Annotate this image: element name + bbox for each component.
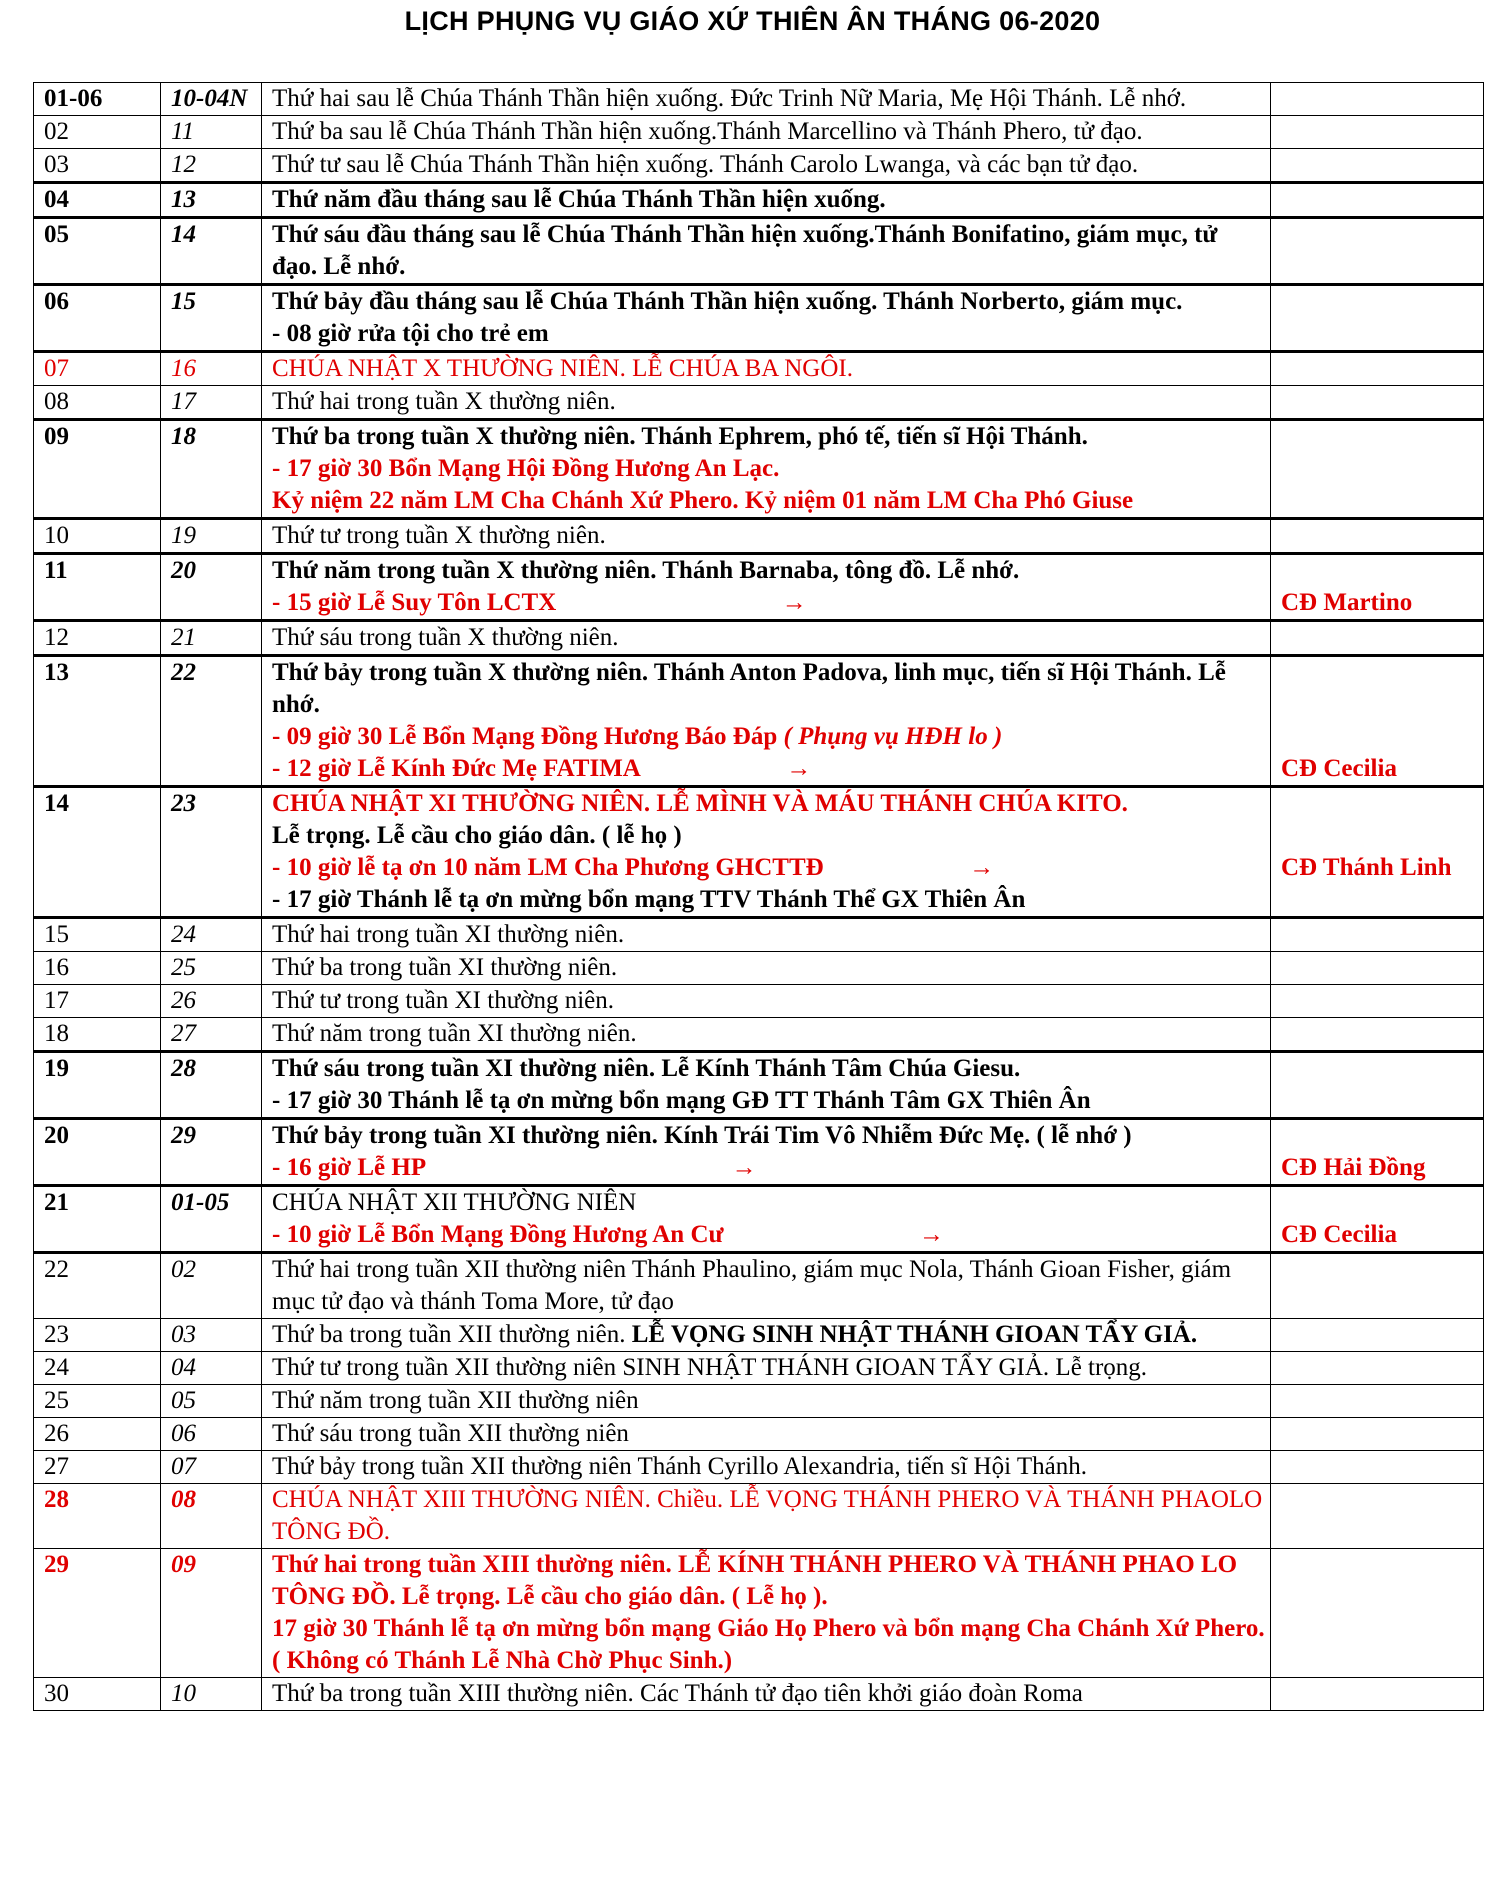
- note-cell: [1271, 1119, 1484, 1186]
- event-cell: [262, 1451, 1271, 1484]
- lunar-date-cell: 25: [161, 952, 262, 985]
- note-cell: [1271, 386, 1484, 420]
- event-text: - 15 giờ Lễ Suy Tôn LCTX: [272, 589, 557, 616]
- event-text: - 16 giờ Lễ HP: [272, 1154, 427, 1181]
- lunar-date-cell: 12: [161, 149, 262, 183]
- day-cell: 13: [34, 656, 161, 787]
- event-line: [272, 587, 1265, 619]
- lunar-date-cell: 02: [161, 1253, 262, 1319]
- event-text: - 09 giờ 30 Lễ Bổn Mạng Đồng Hương Báo Đáp: [272, 723, 778, 750]
- event-text: - 10 giờ Lễ Bổn Mạng Đồng Hương An Cư: [272, 1221, 724, 1248]
- community-note: CĐ Hải Đồng: [1281, 1154, 1426, 1181]
- event-cell: [262, 519, 1271, 554]
- table-row: [34, 656, 1484, 787]
- event-cell: [262, 1186, 1271, 1253]
- event-cell: [262, 1678, 1271, 1711]
- table-row: [34, 218, 1484, 285]
- table-row: [34, 183, 1484, 218]
- table-row: [34, 985, 1484, 1018]
- event-cell: [262, 952, 1271, 985]
- event-text: Kỷ niệm 22 năm LM Cha Chánh Xứ Phero. Kỷ niệm 01 năm LM Cha Phó Giuse: [272, 487, 1134, 514]
- event-cell: [262, 656, 1271, 787]
- note-cell: [1271, 621, 1484, 656]
- day-cell: 11: [34, 554, 161, 621]
- event-cell: [262, 285, 1271, 352]
- event-cell: [262, 985, 1271, 1018]
- note-cell: [1271, 1352, 1484, 1385]
- event-text: Thứ ba trong tuần XII thường niên.: [272, 1321, 626, 1348]
- event-cell: [262, 386, 1271, 420]
- note-cell: [1271, 1253, 1484, 1319]
- event-line: [272, 852, 1265, 884]
- lunar-date-cell: 05: [161, 1385, 262, 1418]
- event-cell: [262, 83, 1271, 116]
- lunar-date-cell: 28: [161, 1052, 262, 1119]
- event-text: Thứ bảy đầu tháng sau lễ Chúa Thánh Thần hiện xuống. Thánh Norberto, giám mục.: [272, 288, 1183, 315]
- event-cell: [262, 1052, 1271, 1119]
- lunar-date-cell: 18: [161, 420, 262, 519]
- table-row: [34, 952, 1484, 985]
- event-text: Thứ hai trong tuần XI thường niên.: [272, 921, 625, 948]
- lunar-date-cell: 27: [161, 1018, 262, 1052]
- day-cell: 07: [34, 352, 161, 386]
- event-cell: [262, 787, 1271, 918]
- day-cell: 10: [34, 519, 161, 554]
- lunar-date-cell: 26: [161, 985, 262, 1018]
- lunar-date-cell: 24: [161, 918, 262, 952]
- table-row: [34, 1352, 1484, 1385]
- note-cell: [1271, 952, 1484, 985]
- day-cell: 02: [34, 116, 161, 149]
- lunar-date-cell: 20: [161, 554, 262, 621]
- note-cell: [1271, 83, 1484, 116]
- event-text: Thứ tư trong tuần X thường niên.: [272, 522, 606, 549]
- lunar-date-cell: 16: [161, 352, 262, 386]
- table-row: [34, 787, 1484, 918]
- lunar-date-cell: 13: [161, 183, 262, 218]
- event-text: Thứ ba trong tuần XIII thường niên. Các Thánh tử đạo tiên khởi giáo đoàn Roma: [272, 1680, 1083, 1707]
- table-row: [34, 1018, 1484, 1052]
- event-text: Thứ hai sau lễ Chúa Thánh Thần hiện xuống. Đức Trinh Nữ Maria, Mẹ Hội Thánh. Lễ nhớ.: [272, 85, 1187, 112]
- arrow-right-icon: →: [781, 589, 807, 616]
- lunar-date-cell: 14: [161, 218, 262, 285]
- event-cell: [262, 1418, 1271, 1451]
- event-text: Thứ bảy trong tuần XII thường niên Thánh Cyrillo Alexandria, tiến sĩ Hội Thánh.: [272, 1453, 1087, 1480]
- event-cell: [262, 352, 1271, 386]
- event-text: Lễ trọng. Lễ cầu cho giáo dân. ( lễ họ ): [272, 822, 682, 849]
- event-cell: [262, 183, 1271, 218]
- day-cell: 27: [34, 1451, 161, 1484]
- day-cell: 09: [34, 420, 161, 519]
- table-row: [34, 1451, 1484, 1484]
- table-row: [34, 116, 1484, 149]
- lunar-date-cell: 09: [161, 1549, 262, 1678]
- community-note: CĐ Cecilia: [1281, 1221, 1397, 1248]
- event-text: Thứ năm đầu tháng sau lễ Chúa Thánh Thần hiện xuống.: [272, 186, 886, 213]
- table-row: [34, 285, 1484, 352]
- event-cell: [262, 1484, 1271, 1549]
- event-text: - 17 giờ 30 Bổn Mạng Hội Đồng Hương An Lạc.: [272, 455, 780, 482]
- lunar-date-cell: 01-05: [161, 1186, 262, 1253]
- note-cell: [1271, 1678, 1484, 1711]
- day-cell: 21: [34, 1186, 161, 1253]
- note-cell: [1271, 285, 1484, 352]
- lunar-date-cell: 15: [161, 285, 262, 352]
- event-cell: [262, 918, 1271, 952]
- community-note: CĐ Cecilia: [1281, 755, 1397, 782]
- event-text: Thứ năm trong tuần XII thường niên: [272, 1387, 639, 1414]
- event-text: CHÚA NHẬT XII THƯỜNG NIÊN: [272, 1189, 637, 1216]
- event-text: Thứ tư trong tuần XII thường niên SINH NHẬT THÁNH GIOAN TẨY GIẢ. Lễ trọng.: [272, 1354, 1148, 1381]
- event-text: Thứ bảy trong tuần X thường niên. Thánh Anton Padova, linh mục, tiến sĩ Hội Thánh. Lễ nhớ.: [272, 659, 1226, 718]
- note-cell: [1271, 1549, 1484, 1678]
- lunar-date-cell: 08: [161, 1484, 262, 1549]
- day-cell: 17: [34, 985, 161, 1018]
- table-row: [34, 1678, 1484, 1711]
- day-cell: 26: [34, 1418, 161, 1451]
- day-cell: 22: [34, 1253, 161, 1319]
- lunar-date-cell: 06: [161, 1418, 262, 1451]
- day-cell: 18: [34, 1018, 161, 1052]
- table-row: [34, 554, 1484, 621]
- event-cell: [262, 1319, 1271, 1352]
- event-text: Thứ năm trong tuần X thường niên. Thánh Barnaba, tông đồ. Lễ nhớ.: [272, 557, 1020, 584]
- table-row: [34, 1319, 1484, 1352]
- day-cell: 29: [34, 1549, 161, 1678]
- page-title: LỊCH PHỤNG VỤ GIÁO XỨ THIÊN ÂN THÁNG 06-2020: [404, 6, 1101, 36]
- event-line: [272, 753, 1265, 785]
- event-text: Thứ hai trong tuần XIII thường niên. LỄ KÍNH THÁNH PHERO VÀ THÁNH PHAO LO TÔNG ĐỒ. Lễ trọng. Lễ cầu cho giáo dân. ( Lễ họ ).: [272, 1551, 1238, 1610]
- event-cell: [262, 554, 1271, 621]
- day-cell: 03: [34, 149, 161, 183]
- note-cell: [1271, 420, 1484, 519]
- event-text: Thứ hai trong tuần X thường niên.: [272, 388, 616, 415]
- event-cell: [262, 420, 1271, 519]
- note-cell: [1271, 1418, 1484, 1451]
- community-note: CĐ Thánh Linh: [1281, 854, 1452, 881]
- note-cell: [1271, 554, 1484, 621]
- day-cell: 16: [34, 952, 161, 985]
- day-cell: 01-06: [34, 83, 161, 116]
- lunar-date-cell: 29: [161, 1119, 262, 1186]
- event-text: Thứ sáu trong tuần XII thường niên: [272, 1420, 629, 1447]
- event-text: Thứ sáu trong tuần X thường niên.: [272, 624, 619, 651]
- day-cell: 23: [34, 1319, 161, 1352]
- lunar-date-cell: 23: [161, 787, 262, 918]
- lunar-date-cell: 17: [161, 386, 262, 420]
- note-cell: [1271, 1319, 1484, 1352]
- note-cell: [1271, 656, 1484, 787]
- event-text: Thứ sáu trong tuần XI thường niên. Lễ Kính Thánh Tâm Chúa Giesu.: [272, 1055, 1021, 1082]
- event-text: Thứ ba sau lễ Chúa Thánh Thần hiện xuống.Thánh Marcellino và Thánh Phero, tử đạo.: [272, 118, 1143, 145]
- event-text: Thứ ba trong tuần XI thường niên.: [272, 954, 618, 981]
- day-cell: 25: [34, 1385, 161, 1418]
- event-text: ( Không có Thánh Lễ Nhà Chờ Phục Sinh.): [272, 1647, 733, 1674]
- event-text: Thứ bảy trong tuần XI thường niên. Kính Trái Tim Vô Nhiễm Đức Mẹ. ( lễ nhớ ): [272, 1122, 1132, 1149]
- note-cell: [1271, 1484, 1484, 1549]
- note-cell: [1271, 985, 1484, 1018]
- event-cell: [262, 218, 1271, 285]
- day-cell: 20: [34, 1119, 161, 1186]
- note-cell: [1271, 183, 1484, 218]
- lunar-date-cell: 19: [161, 519, 262, 554]
- day-cell: 06: [34, 285, 161, 352]
- table-row: [34, 386, 1484, 420]
- note-cell: [1271, 1385, 1484, 1418]
- note-cell: [1271, 218, 1484, 285]
- event-text: - 17 giờ 30 Thánh lễ tạ ơn mừng bổn mạng GĐ TT Thánh Tâm GX Thiên Ân: [272, 1087, 1091, 1114]
- event-text: Thứ năm trong tuần XI thường niên.: [272, 1020, 637, 1047]
- community-note: CĐ Martino: [1281, 589, 1413, 616]
- table-row: [34, 352, 1484, 386]
- event-cell: [262, 116, 1271, 149]
- schedule-table: [33, 82, 1484, 1711]
- table-row: [34, 1186, 1484, 1253]
- event-text: 17 giờ 30 Thánh lễ tạ ơn mừng bổn mạng Giáo Họ Phero và bổn mạng Cha Chánh Xứ Phero.: [272, 1615, 1265, 1642]
- note-cell: [1271, 918, 1484, 952]
- table-row: [34, 1484, 1484, 1549]
- table-row: [34, 1052, 1484, 1119]
- note-cell: [1271, 149, 1484, 183]
- day-cell: 19: [34, 1052, 161, 1119]
- lunar-date-cell: 07: [161, 1451, 262, 1484]
- table-row: [34, 1549, 1484, 1678]
- table-row: [34, 519, 1484, 554]
- day-cell: 15: [34, 918, 161, 952]
- day-cell: 08: [34, 386, 161, 420]
- event-text: Thứ hai trong tuần XII thường niên Thánh Phaulino, giám mục Nola, Thánh Gioan Fisher, giám mục tử đạo và thánh Toma More, tử đạo: [272, 1256, 1232, 1315]
- event-text: CHÚA NHẬT X THƯỜNG NIÊN. LỄ CHÚA BA NGÔI.: [272, 355, 853, 382]
- arrow-right-icon: →: [919, 1221, 945, 1248]
- day-cell: 28: [34, 1484, 161, 1549]
- note-cell: [1271, 352, 1484, 386]
- event-text: - 12 giờ Lễ Kính Đức Mẹ FATIMA: [272, 755, 641, 782]
- note-cell: [1271, 519, 1484, 554]
- lunar-date-cell: 11: [161, 116, 262, 149]
- note-cell: [1271, 116, 1484, 149]
- lunar-date-cell: 21: [161, 621, 262, 656]
- lunar-date-cell: 10: [161, 1678, 262, 1711]
- lunar-date-cell: 04: [161, 1352, 262, 1385]
- table-row: [34, 1385, 1484, 1418]
- table-row: [34, 621, 1484, 656]
- event-text: Thứ sáu đầu tháng sau lễ Chúa Thánh Thần hiện xuống.Thánh Bonifatino, giám mục, tử đạo. Lễ nhớ.: [272, 221, 1218, 280]
- table-row: [34, 1253, 1484, 1319]
- event-cell: [262, 1352, 1271, 1385]
- lunar-date-cell: 10-04N: [161, 83, 262, 116]
- day-cell: 14: [34, 787, 161, 918]
- table-row: [34, 918, 1484, 952]
- note-cell: [1271, 787, 1484, 918]
- event-text: Thứ tư sau lễ Chúa Thánh Thần hiện xuống. Thánh Carolo Lwanga, và các bạn tử đạo.: [272, 151, 1139, 178]
- table-row: [34, 420, 1484, 519]
- lunar-date-cell: 03: [161, 1319, 262, 1352]
- event-cell: [262, 1018, 1271, 1052]
- event-line: [272, 721, 1265, 753]
- day-cell: 24: [34, 1352, 161, 1385]
- note-cell: [1271, 1451, 1484, 1484]
- event-cell: [262, 1119, 1271, 1186]
- table-row: [34, 1418, 1484, 1451]
- event-text: CHÚA NHẬT XIII THƯỜNG NIÊN. Chiều. LỄ VỌNG THÁNH PHERO VÀ THÁNH PHAOLO TÔNG ĐỒ.: [272, 1486, 1263, 1545]
- event-text: LỄ VỌNG SINH NHẬT THÁNH GIOAN TẨY GIẢ.: [631, 1321, 1198, 1348]
- note-cell: [1271, 1018, 1484, 1052]
- table-row: [34, 83, 1484, 116]
- event-cell: [262, 1549, 1271, 1678]
- event-text: - 08 giờ rửa tội cho trẻ em: [272, 320, 549, 347]
- lunar-date-cell: 22: [161, 656, 262, 787]
- event-cell: [262, 1253, 1271, 1319]
- day-cell: 04: [34, 183, 161, 218]
- day-cell: 05: [34, 218, 161, 285]
- arrow-right-icon: →: [731, 1154, 757, 1181]
- table-row: [34, 149, 1484, 183]
- note-cell: [1271, 1052, 1484, 1119]
- event-line: [272, 1219, 1265, 1251]
- event-cell: [262, 621, 1271, 656]
- event-text: - 10 giờ lễ tạ ơn 10 năm LM Cha Phương GHCTTĐ: [272, 854, 824, 881]
- day-cell: 12: [34, 621, 161, 656]
- day-cell: 30: [34, 1678, 161, 1711]
- arrow-right-icon: →: [786, 755, 812, 782]
- event-cell: [262, 1385, 1271, 1418]
- event-line: [272, 1152, 1265, 1184]
- event-text: Thứ tư trong tuần XI thường niên.: [272, 987, 615, 1014]
- event-text: ( Phụng vụ HĐH lo ): [783, 723, 1003, 750]
- note-cell: [1271, 1186, 1484, 1253]
- event-text: Thứ ba trong tuần X thường niên. Thánh Ephrem, phó tế, tiến sĩ Hội Thánh.: [272, 423, 1088, 450]
- event-text: - 17 giờ Thánh lễ tạ ơn mừng bổn mạng TTV Thánh Thể GX Thiên Ân: [272, 886, 1026, 913]
- event-text: CHÚA NHẬT XI THƯỜNG NIÊN. LỄ MÌNH VÀ MÁU THÁNH CHÚA KITO.: [272, 790, 1128, 817]
- table-row: [34, 1119, 1484, 1186]
- event-cell: [262, 149, 1271, 183]
- arrow-right-icon: →: [969, 854, 995, 881]
